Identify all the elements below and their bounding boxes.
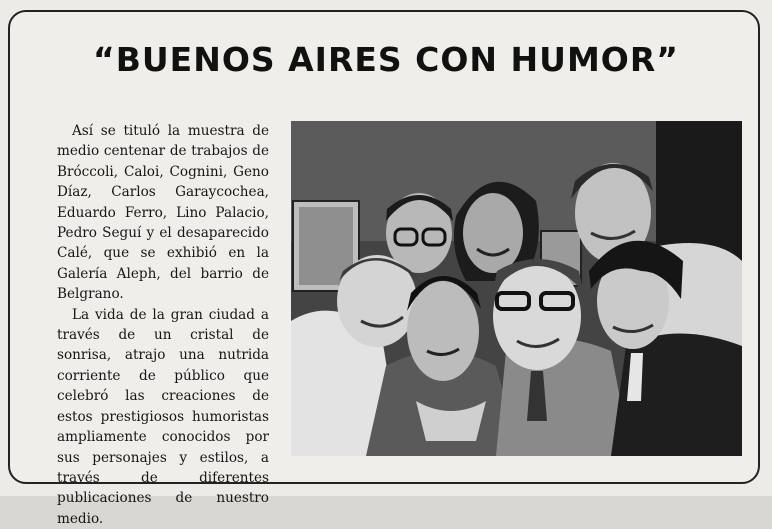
article-paragraph-2: La vida de la gran ciudad a través de un cristal de sonrisa, atrajo una nutrida corriente de público que celebró las creaciones de estos prestigiosos humoristas ampliamente conocidos por sus personajes y estilos, a través de diferentes publicaciones de nuestro medio.: [57, 306, 269, 527]
headline: “BUENOS AIRES CON HUMOR”: [93, 40, 679, 79]
group-photo: [291, 121, 742, 456]
article-paragraph-1: Así se tituló la muestra de medio centenar de trabajos de Bróccoli, Caloi, Cognini, Geno Díaz, Carlos Garaycochea, Eduardo Ferro, Lino Palacio, Pedro Seguí y el desaparecido Calé, que se exhibió en la Galería Aleph, del barrio de Belgrano.: [57, 123, 269, 303]
article-body: [57, 121, 269, 529]
group-photo-illustration: [291, 121, 742, 456]
